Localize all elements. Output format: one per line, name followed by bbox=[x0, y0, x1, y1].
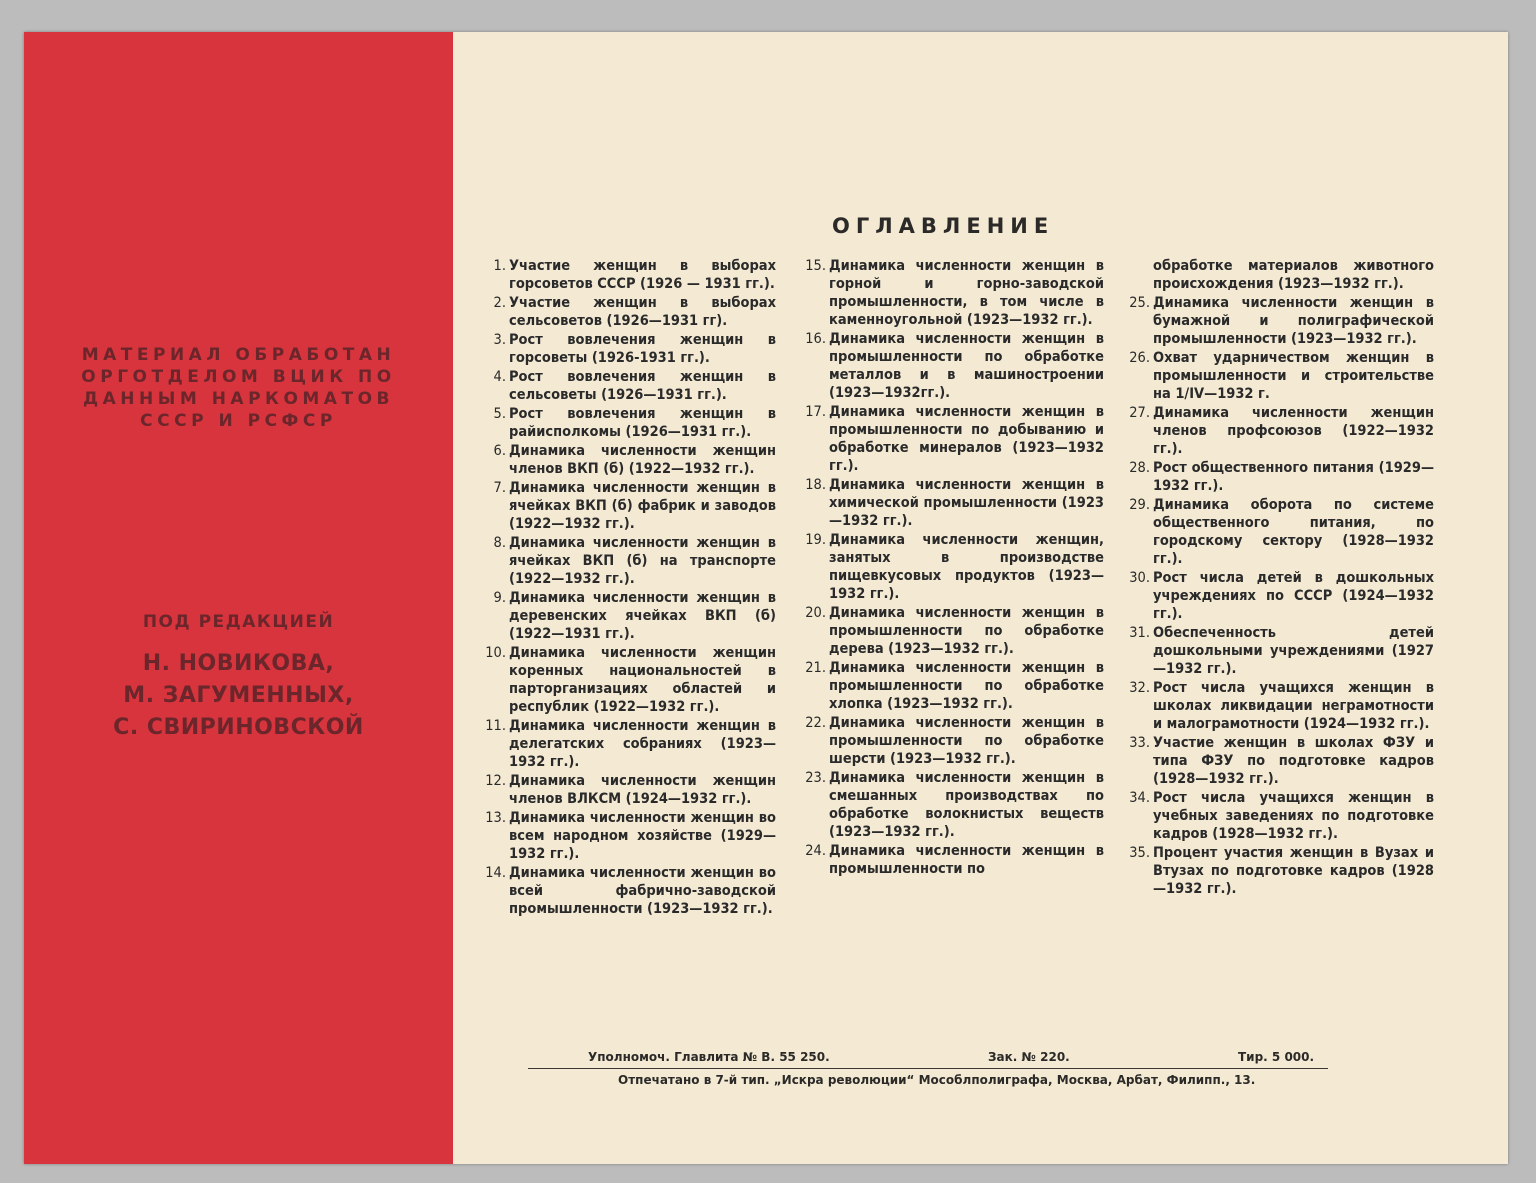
toc-entry-text: Динамика численности женщин в смешанных производствах по обработке волокнистых веществ (1923—1932 гг.). bbox=[829, 770, 1104, 840]
imprint bbox=[528, 1050, 1328, 1066]
toc-entry-number: 16. bbox=[805, 331, 826, 347]
editor-name: Н. НОВИКОВА, bbox=[142, 651, 335, 676]
imprint-order: Зак. № 220. bbox=[988, 1050, 1070, 1064]
toc-entry-number: 12. bbox=[485, 773, 506, 789]
edited-by-label: ПОД РЕДАКЦИЕЙ bbox=[142, 612, 335, 632]
toc-entry-number: 20. bbox=[805, 605, 826, 621]
editor-name: С. СВИРИНОВСКОЙ bbox=[113, 715, 364, 740]
toc-entry-number: 7. bbox=[493, 480, 506, 496]
toc-entry-text: Динамика численности женщин в деревенских ячейках ВКП (б) (1922—1931 гг.). bbox=[509, 590, 776, 642]
toc-entry bbox=[480, 534, 776, 588]
toc-entry bbox=[480, 405, 776, 441]
toc-entry bbox=[1124, 459, 1434, 495]
toc-entry-text: Динамика численности женщин в промышленности по обработке дерева (1923—1932 гг.). bbox=[829, 605, 1104, 657]
toc-entry bbox=[800, 659, 1104, 713]
toc-entry bbox=[800, 842, 1104, 878]
toc-entry-number: 13. bbox=[485, 810, 506, 826]
toc-entry bbox=[480, 644, 776, 716]
toc-entry bbox=[480, 479, 776, 533]
toc-entry-number: 18. bbox=[805, 477, 826, 493]
toc-entry bbox=[800, 476, 1104, 530]
material-line: ОРГОТДЕЛОМ ВЦИК ПО bbox=[81, 367, 396, 387]
toc-entry-number: 6. bbox=[493, 443, 506, 459]
toc-entry bbox=[1124, 496, 1434, 568]
toc-entry-text: Динамика численности женщин коренных национальностей в парторганизациях областей и республик (1922—1932 гг.). bbox=[509, 645, 776, 715]
toc-entry-text: Рост числа учащихся женщин в школах ликвидации неграмотности и малограмотности (1924—1932 гг.). bbox=[1153, 680, 1434, 732]
toc-entry bbox=[800, 714, 1104, 768]
red-cover-panel bbox=[24, 32, 453, 1164]
toc-entry-text: Динамика численности женщин, занятых в производстве пищевкусовых продуктов (1923—1932 гг.). bbox=[829, 532, 1104, 602]
toc-entry bbox=[480, 589, 776, 643]
imprint-circulation: Тир. 5 000. bbox=[1238, 1050, 1315, 1064]
document-sheet bbox=[24, 32, 1508, 1164]
editor-name: М. ЗАГУМЕННЫХ, bbox=[123, 683, 354, 708]
toc-entry bbox=[480, 257, 776, 293]
toc-entry-text: Рост числа учащихся женщин в учебных заведениях по подготовке кадров (1928—1932 гг.). bbox=[1153, 790, 1434, 842]
toc-entry-text: Динамика численности женщин в промышленности по обработке металлов и в машиностроении (1923—1932гг.). bbox=[829, 331, 1104, 401]
toc-entry bbox=[800, 330, 1104, 402]
toc-entry-number: 2. bbox=[493, 295, 506, 311]
toc-entry bbox=[480, 368, 776, 404]
toc-entry bbox=[800, 257, 1104, 329]
material-line: СССР И РСФСР bbox=[140, 411, 337, 431]
toc-entry-text: Рост общественного питания (1929—1932 гг.). bbox=[1153, 460, 1434, 494]
toc-entry-text: Динамика численности женщин членов профсоюзов (1922—1932 гг.). bbox=[1153, 405, 1434, 457]
toc-entry bbox=[1124, 844, 1434, 898]
toc-entry-number: 35. bbox=[1129, 845, 1150, 861]
toc-entry-text: Динамика численности женщин в промышленности по bbox=[829, 843, 1104, 877]
toc-entry-number: 9. bbox=[493, 590, 506, 606]
toc-entry-number: 27. bbox=[1129, 405, 1150, 421]
toc-column-2 bbox=[800, 257, 1104, 879]
toc-entry bbox=[1124, 624, 1434, 678]
toc-entry-number: 31. bbox=[1129, 625, 1150, 641]
toc-entry bbox=[480, 442, 776, 478]
toc-entry-number: 32. bbox=[1129, 680, 1150, 696]
toc-entry-number: 11. bbox=[485, 718, 506, 734]
toc-entry bbox=[800, 769, 1104, 841]
toc-entry-text: Динамика численности женщин в бумажной и полиграфической промышленности (1923—1932 гг.). bbox=[1153, 295, 1434, 347]
toc-entry bbox=[1124, 789, 1434, 843]
toc-entry-text: Рост вовлечения женщин в райисполкомы (1926—1931 гг.). bbox=[509, 406, 776, 440]
toc-entry bbox=[800, 403, 1104, 475]
toc-entry-number: 28. bbox=[1129, 460, 1150, 476]
toc-entry-number: 33. bbox=[1129, 735, 1150, 751]
toc-entry-number: 15. bbox=[805, 258, 826, 274]
toc-entry bbox=[1124, 404, 1434, 458]
toc-entry-text: Рост числа детей в дошкольных учреждениях по СССР (1924—1932 гг.). bbox=[1153, 570, 1434, 622]
toc-entry bbox=[800, 604, 1104, 658]
toc-entry bbox=[480, 717, 776, 771]
toc-entry-number: 30. bbox=[1129, 570, 1150, 586]
toc-entry bbox=[1124, 294, 1434, 348]
toc-entry-number: 24. bbox=[805, 843, 826, 859]
toc-entry bbox=[1124, 734, 1434, 788]
imprint-authorization: Уполномоч. Главлита № В. 55 250. bbox=[588, 1050, 830, 1064]
toc-entry-text: Динамика численности женщин в химической промышленности (1923—1932 гг.). bbox=[829, 477, 1104, 529]
toc-entry-text: обработке материалов животного происхождения (1923—1932 гг.). bbox=[1153, 258, 1434, 292]
toc-entry-text: Динамика численности женщин в ячейках ВКП (б) фабрик и заводов (1922—1932 гг.). bbox=[509, 480, 776, 532]
toc-entry bbox=[1124, 257, 1434, 293]
toc-entry-text: Динамика численности женщин в промышленности по обработке шерсти (1923—1932 гг.). bbox=[829, 715, 1104, 767]
toc-entry-text: Динамика численности женщин в промышленности по обработке хлопка (1923—1932 гг.). bbox=[829, 660, 1104, 712]
material-credit bbox=[24, 344, 453, 432]
material-line: МАТЕРИАЛ ОБРАБОТАН bbox=[81, 345, 396, 365]
toc-entry-text: Динамика численности женщин в промышленности по добыванию и обработке минералов (1923—1932 гг.). bbox=[829, 404, 1104, 474]
toc-title: ОГЛАВЛЕНИЕ bbox=[832, 214, 1055, 238]
toc-entry-number: 8. bbox=[493, 535, 506, 551]
toc-entry-number: 21. bbox=[805, 660, 826, 676]
toc-entry-number: 14. bbox=[485, 865, 506, 881]
toc-entry-text: Динамика численности женщин в делегатских собраниях (1923—1932 гг.). bbox=[509, 718, 776, 770]
toc-entry-text: Процент участия женщин в Вузах и Втузах по подготовке кадров (1928—1932 гг.). bbox=[1153, 845, 1434, 897]
toc-entry-number: 5. bbox=[493, 406, 506, 422]
imprint-divider bbox=[528, 1068, 1328, 1069]
toc-column-1 bbox=[480, 257, 776, 919]
imprint-printer: Отпечатано в 7-й тип. „Искра революции“ Мособлполиграфа, Москва, Арбат, Филипп., 13. bbox=[618, 1073, 1256, 1087]
editors-list bbox=[24, 648, 453, 744]
toc-entry-text: Динамика численности женщин во всем народном хозяйстве (1929—1932 гг.). bbox=[509, 810, 776, 862]
toc-entry-number: 22. bbox=[805, 715, 826, 731]
toc-entry bbox=[480, 331, 776, 367]
toc-entry bbox=[1124, 569, 1434, 623]
toc-entry-number: 23. bbox=[805, 770, 826, 786]
toc-entry-number: 17. bbox=[805, 404, 826, 420]
toc-column-3 bbox=[1124, 257, 1434, 899]
material-line: ДАННЫМ НАРКОМАТОВ bbox=[83, 389, 394, 409]
toc-entry bbox=[480, 809, 776, 863]
toc-entry-number: 25. bbox=[1129, 295, 1150, 311]
toc-entry-text: Участие женщин в выборах сельсоветов (1926—1931 гг). bbox=[509, 295, 776, 329]
toc-entry-text: Участие женщин в выборах горсоветов СССР (1926 — 1931 гг.). bbox=[509, 258, 776, 292]
toc-entry-text: Обеспеченность детей дошкольными учреждениями (1927—1932 гг.). bbox=[1153, 625, 1434, 677]
toc-entry-number: 26. bbox=[1129, 350, 1150, 366]
toc-entry bbox=[480, 864, 776, 918]
toc-entry-text: Динамика численности женщин во всей фабрично-заводской промышленности (1923—1932 гг.). bbox=[509, 865, 776, 917]
toc-entry-text: Рост вовлечения женщин в сельсоветы (1926—1931 гг.). bbox=[509, 369, 776, 403]
toc-entry-text: Динамика численности женщин в ячейках ВКП (б) на транспорте (1922—1932 гг.). bbox=[509, 535, 776, 587]
toc-entry-text: Динамика оборота по системе общественного питания, по городскому сектору (1928—1932 гг.). bbox=[1153, 497, 1434, 567]
toc-entry-number: 34. bbox=[1129, 790, 1150, 806]
toc-entry bbox=[800, 531, 1104, 603]
toc-entry bbox=[480, 294, 776, 330]
toc-entry-text: Рост вовлечения женщин в горсоветы (1926-1931 гг.). bbox=[509, 332, 776, 366]
toc-entry-number: 19. bbox=[805, 532, 826, 548]
toc-entry-text: Динамика численности женщин членов ВЛКСМ (1924—1932 гг.). bbox=[509, 773, 776, 807]
toc-entry-number: 29. bbox=[1129, 497, 1150, 513]
toc-entry-number: 1. bbox=[493, 258, 506, 274]
toc-entry bbox=[480, 772, 776, 808]
toc-entry bbox=[1124, 679, 1434, 733]
toc-entry-text: Динамика численности женщин в горной и горно-заводской промышленности, в том числе в каменноугольной (1923—1932 гг.). bbox=[829, 258, 1104, 328]
toc-entry-number: 4. bbox=[493, 369, 506, 385]
toc-entry-text: Охват ударничеством женщин в промышленности и строительстве на 1/IV—1932 г. bbox=[1153, 350, 1434, 402]
toc-entry-text: Участие женщин в школах ФЗУ и типа ФЗУ по подготовке кадров (1928—1932 гг.). bbox=[1153, 735, 1434, 787]
toc-entry-text: Динамика численности женщин членов ВКП (б) (1922—1932 гг.). bbox=[509, 443, 776, 477]
toc-entry-number: 10. bbox=[485, 645, 506, 661]
toc-entry bbox=[1124, 349, 1434, 403]
toc-entry-number: 3. bbox=[493, 332, 506, 348]
